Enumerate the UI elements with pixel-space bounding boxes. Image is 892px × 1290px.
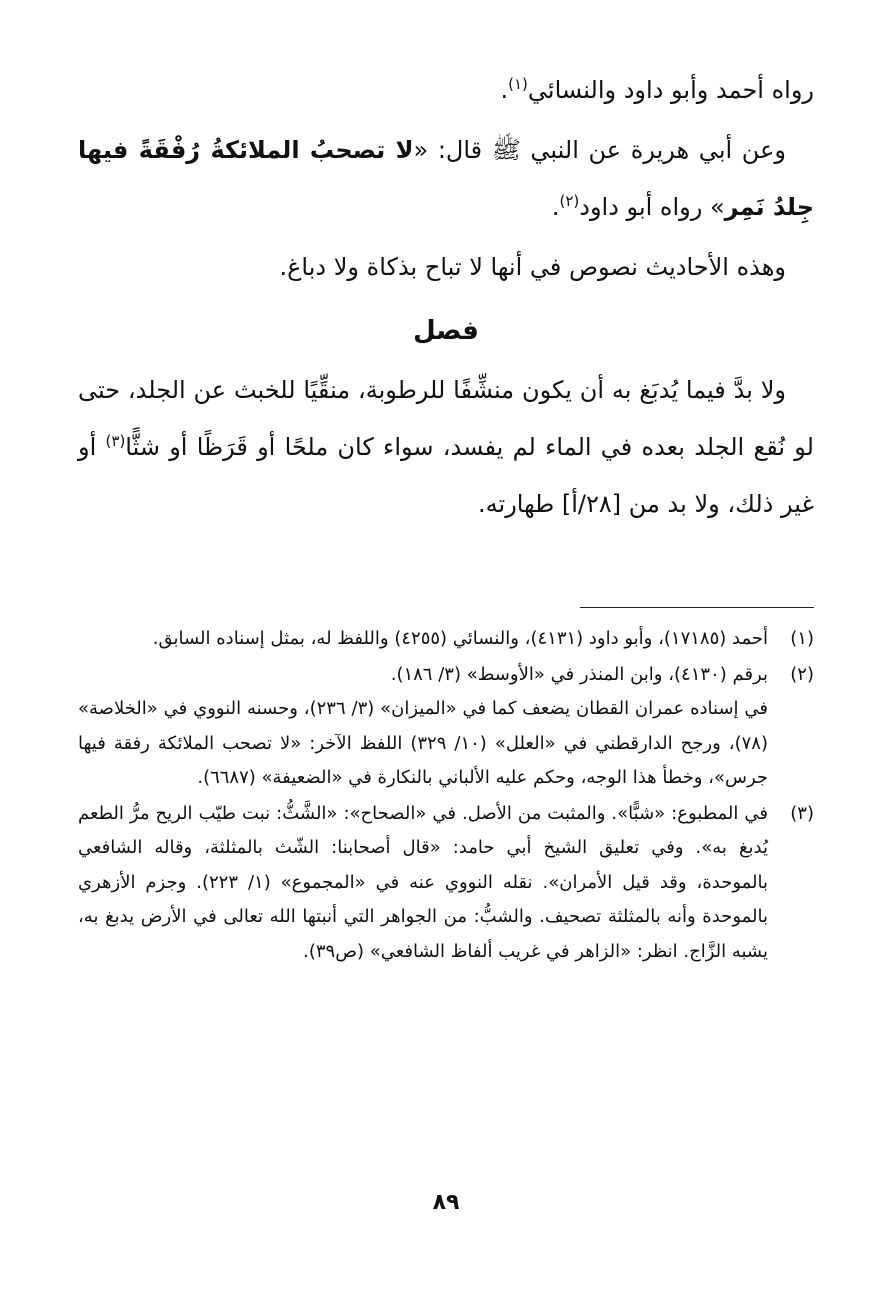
footnote-text: في المطبوع: «شبًّا». والمثبت من الأصل. في «الصحاح»: «الشَّثُّ: نبت طيّب الريح مرُّ الطعم يُدبغ به». وفي تعليق الشيخ أبي حامد: «قال أصحابنا: الشّث بالمثلثة، وقاله الشافعي بالموحدة، وقد قيل الأمران». نقله النووي عنه في «المجموع» (١/ ٢٢٣). وجزم الأزهري بالموحدة وأنه بالمثلثة تصحيف. والشبُّ: من الجواهر التي أنبتها الله تعالى في الأرض يدبغ به، يشبه الزَّاج. انظر: «الزاهر في غريب ألفاظ الشافعي» (ص٣٩). <box>78 802 769 962</box>
paragraph-1 <box>78 62 814 119</box>
footnote-3 <box>78 797 814 970</box>
footnote-ref-2: (٢) <box>559 192 580 210</box>
paragraph-3 <box>78 239 814 296</box>
main-text <box>78 62 814 533</box>
footnote-ref-3: (٣) <box>105 432 126 450</box>
footnote-number: (٣) <box>790 802 814 824</box>
footnote-body <box>78 797 768 970</box>
footnote-body <box>78 622 768 657</box>
footnote-number: (١) <box>790 628 814 649</box>
footnote-ref-1: (١) <box>508 75 528 93</box>
paragraph-1-end: . <box>500 76 509 104</box>
footnote-text: أحمد (١٧١٨٥)، وأبو داود (٤١٣١)، والنسائي (٤٢٥٥) واللفظ له، بمثل إسناده السابق. <box>152 628 768 649</box>
paragraph-2-post: » رواه أبو داود <box>579 193 725 221</box>
paragraph-2 <box>78 122 814 236</box>
paragraph-4-text: ولا بدَّ فيما يُدبَغ به أن يكون منشِّفًا للرطوبة، منقِّيًا للخبث عن الجلد، حتى لو نُقع الجلد بعده في الماء لم يفسد، سواء كان ملحًا أو قَرَظًا أو شثًّا <box>78 376 814 461</box>
footnote-2 <box>78 658 814 796</box>
footnote-number: (٢) <box>790 663 814 685</box>
footnote-divider <box>580 607 814 608</box>
paragraph-2-end: . <box>551 193 560 221</box>
footnote-text: في إسناده عمران القطان يضعف كما في «الميزان» (٣/ ٢٣٦)، وحسنه النووي في «الخلاصة» (٧٨)، ورجح الدارقطني في «العلل» (١٠/ ٣٢٩) اللفظ الآخر: «لا تصحب الملائكة رفقة فيها جرس»، وخطأ هذا الوجه، وحكم عليه الألباني بالنكارة في «الضعيفة» (٦٦٨٧). <box>78 698 768 788</box>
footnote-1 <box>78 622 814 657</box>
footnote-text: برقم (٤١٣٠)، وابن المنذر في «الأوسط» (٣/ ١٨٦). <box>390 663 768 685</box>
paragraph-4 <box>78 362 814 533</box>
paragraph-2-pre: وعن أبي هريرة عن النبي ﷺ قال: « <box>413 136 786 164</box>
main-body <box>78 62 814 533</box>
footnote-body <box>78 658 768 796</box>
page-number: ٨٩ <box>432 1190 460 1215</box>
paragraph-3-text: وهذه الأحاديث نصوص في أنها لا تباح بذكاة ولا دباغ. <box>279 253 786 281</box>
hadith-text: لا تصحبُ الملائكةُ رُفْقَةً فيها جِلدُ نَمِر <box>78 136 814 221</box>
footnotes <box>78 622 814 970</box>
section-heading: فصل <box>413 316 479 346</box>
paragraph-1-text: رواه أحمد وأبو داود والنسائي <box>527 76 814 104</box>
paragraph-4-end: أو غير ذلك، ولا بد من [٢٨/أ] طهارته. <box>78 433 814 518</box>
